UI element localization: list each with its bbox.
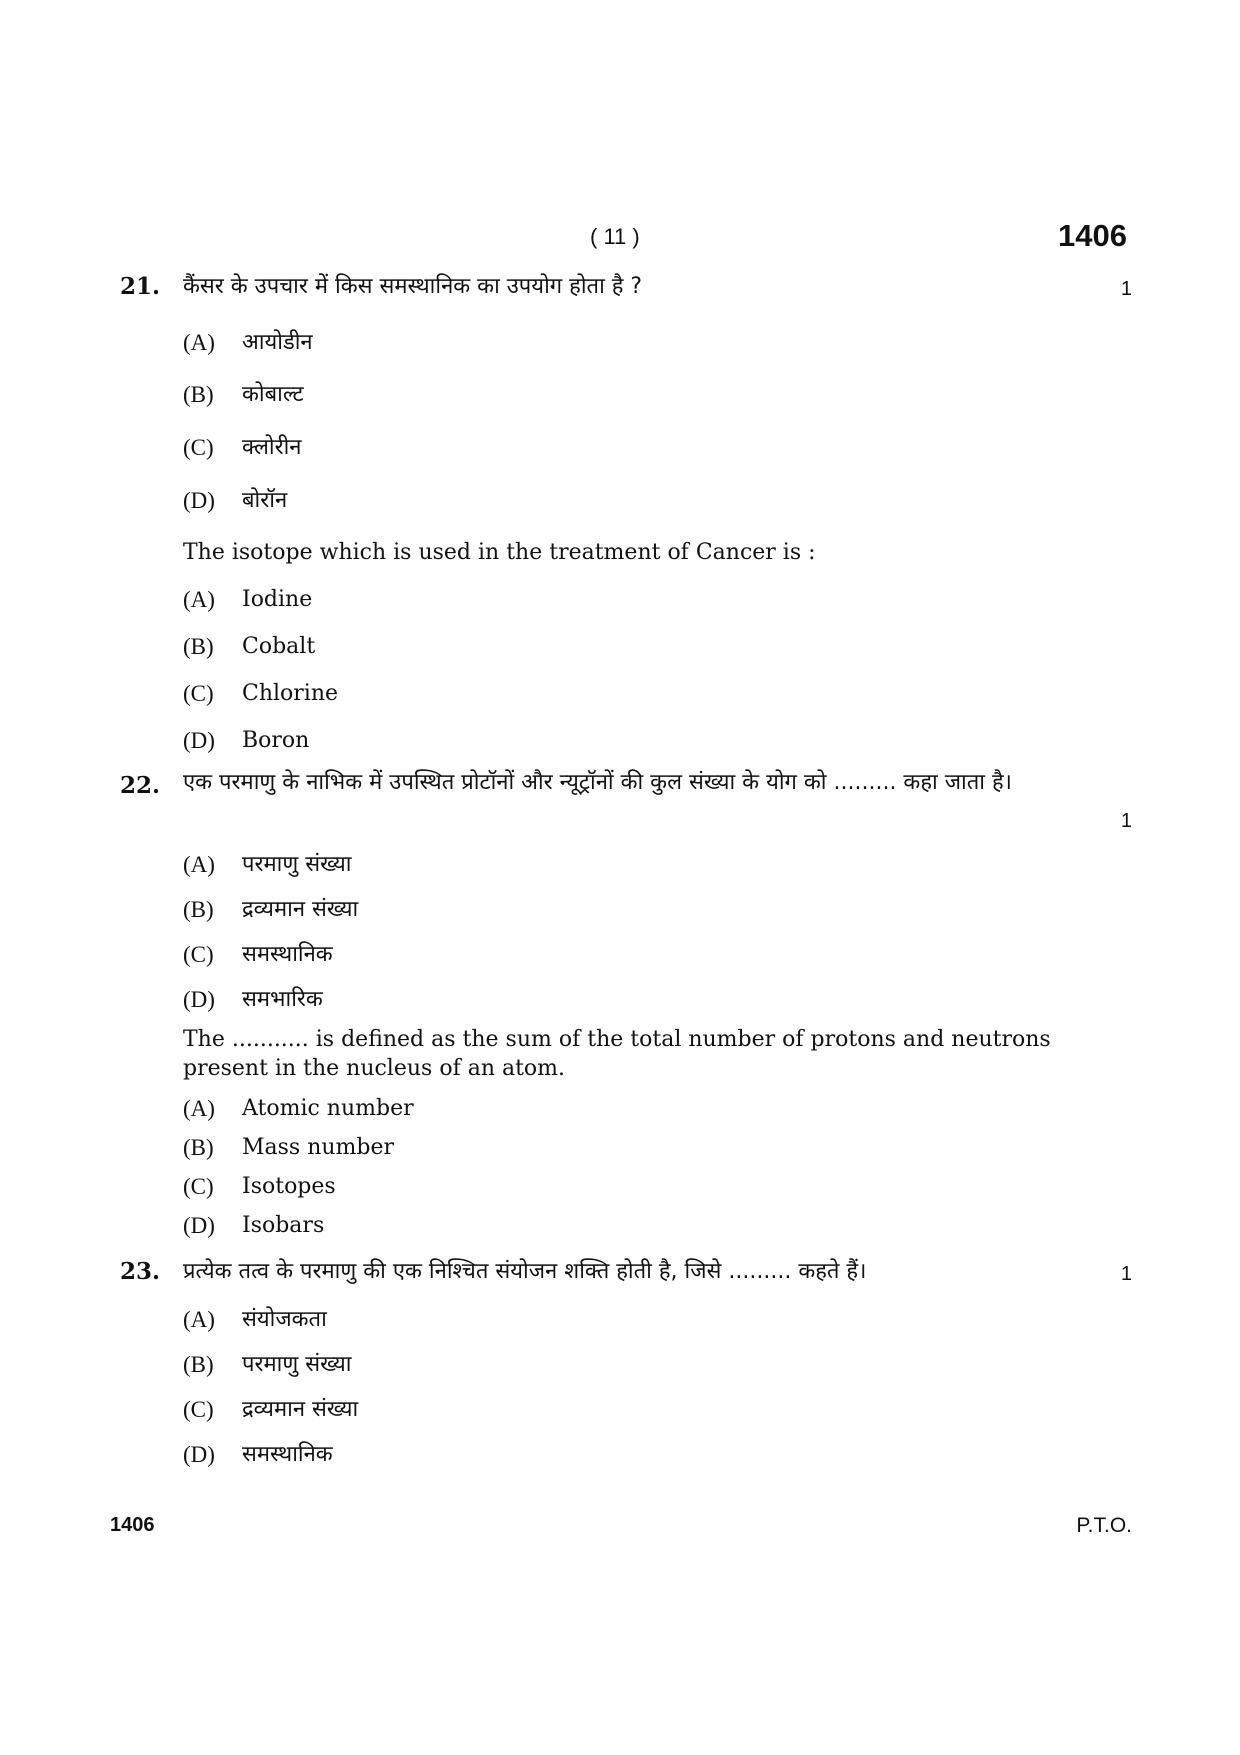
option-text-hindi: बोरॉन [242, 488, 288, 513]
option-text-english: Iodine [242, 587, 313, 612]
option-letter: (C) [183, 681, 214, 706]
option-text-hindi: द्रव्यमान संख्या [242, 897, 359, 922]
option-text-hindi: आयोडीन [242, 330, 313, 355]
option-letter: (B) [183, 1135, 214, 1160]
option-letter: (D) [183, 1213, 215, 1238]
option-text-hindi: समभारिक [242, 987, 323, 1012]
option-letter: (D) [183, 488, 215, 513]
question-text-hindi: कैंसर के उपचार में किस समस्थानिक का उपयोग होता है ? [183, 274, 643, 299]
option-letter: (A) [183, 852, 215, 877]
option-text-hindi: कोबाल्ट [242, 382, 304, 407]
option-text-english: Cobalt [242, 634, 316, 659]
option-letter: (B) [183, 382, 214, 407]
option-text-english: Chlorine [242, 681, 339, 706]
option-letter: (C) [183, 1397, 214, 1422]
question-marks: 1 [1120, 278, 1132, 300]
option-letter: (C) [183, 942, 214, 967]
option-letter: (D) [183, 987, 215, 1012]
option-letter: (C) [183, 435, 214, 460]
option-letter: (B) [183, 634, 214, 659]
question-marks: 1 [1120, 810, 1132, 832]
option-text-english: Mass number [242, 1135, 395, 1160]
option-letter: (D) [183, 728, 215, 753]
page-number: ( 11 ) [590, 224, 640, 249]
question-text-english: The ........... is defined as the sum of the total number of protons and neutrons present in the nucleus of an atom. [183, 1027, 1051, 1081]
option-text-english: Isotopes [242, 1174, 336, 1199]
question-number: 23. [120, 1258, 161, 1285]
option-letter: (B) [183, 897, 214, 922]
option-text-hindi: क्लोरीन [242, 435, 302, 460]
option-text-english: Boron [242, 728, 310, 753]
option-text-hindi: द्रव्यमान संख्या [242, 1397, 359, 1422]
option-text-english: Atomic number [242, 1096, 414, 1121]
option-letter: (A) [183, 1096, 215, 1121]
option-letter: (B) [183, 1352, 214, 1377]
question-marks: 1 [1120, 1263, 1132, 1285]
question-number: 22. [120, 772, 161, 799]
question-text-hindi: एक परमाणु के नाभिक में उपस्थित प्रोटॉनों और न्यूट्रॉनों की कुल संख्या के योग को ......... कहा जाता है। [183, 770, 1012, 795]
pto-label: P.T.O. [1076, 1514, 1132, 1537]
option-letter: (D) [183, 1442, 215, 1467]
option-text-hindi: परमाणु संख्या [242, 852, 352, 877]
paper-code-footer: 1406 [110, 1514, 155, 1536]
option-letter: (C) [183, 1174, 214, 1199]
question-text-english: The isotope which is used in the treatment of Cancer is : [183, 540, 816, 565]
option-letter: (A) [183, 587, 215, 612]
option-letter: (A) [183, 1307, 215, 1332]
option-text-hindi: परमाणु संख्या [242, 1352, 352, 1377]
paper-code-header: 1406 [1058, 218, 1127, 253]
option-text-hindi: समस्थानिक [242, 942, 333, 967]
option-text-hindi: संयोजकता [242, 1307, 327, 1332]
question-text-hindi: प्रत्येक तत्व के परमाणु की एक निश्चित संयोजन शक्ति होती है, जिसे ......... कहते हैं। [183, 1259, 867, 1284]
option-text-hindi: समस्थानिक [242, 1442, 333, 1467]
option-text-english: Isobars [242, 1213, 325, 1238]
option-letter: (A) [183, 330, 215, 355]
question-number: 21. [120, 273, 161, 300]
